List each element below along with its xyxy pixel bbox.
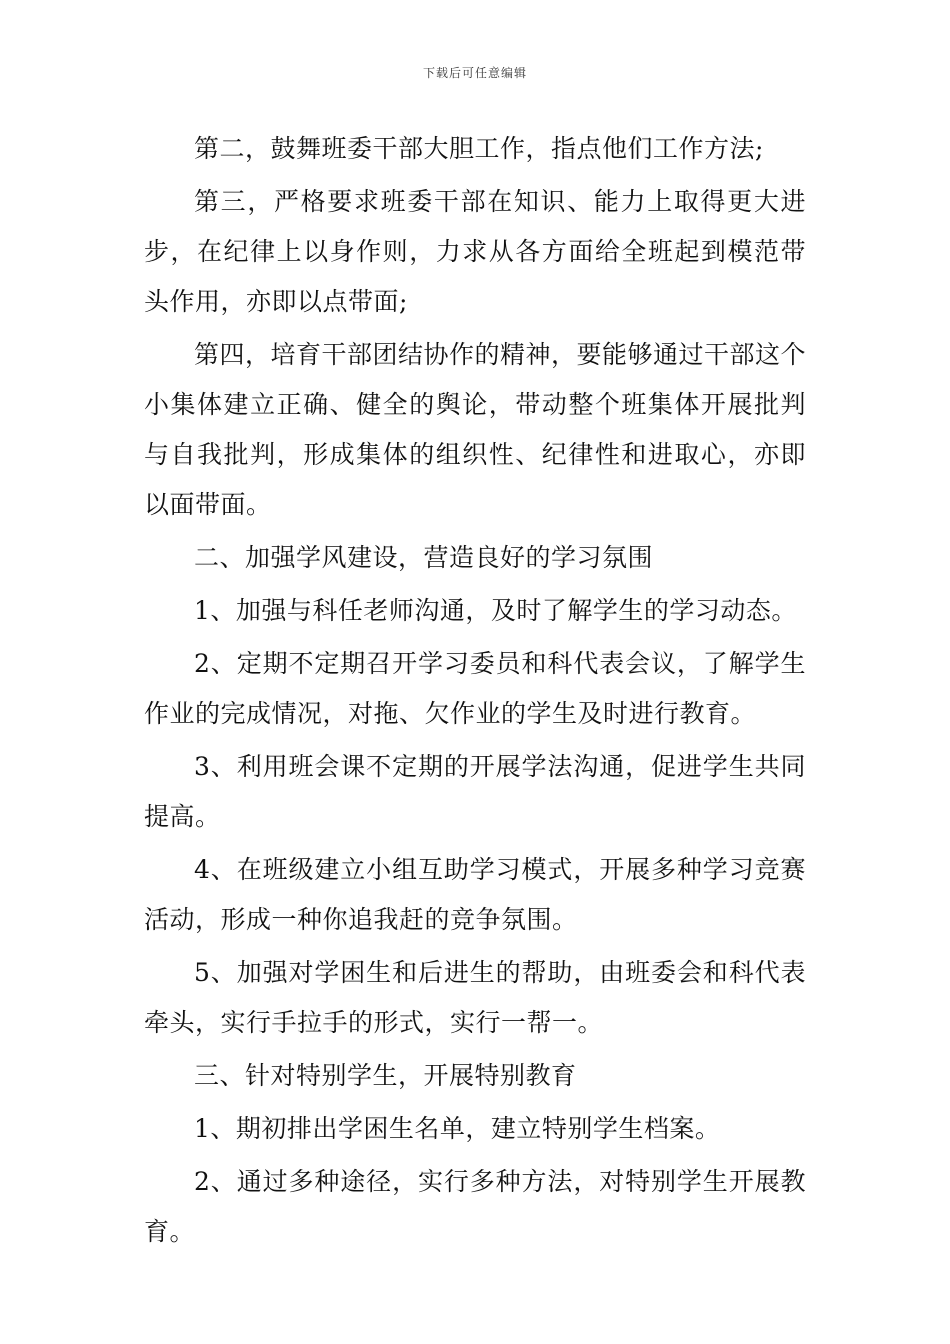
page-header-note: 下载后可任意编辑: [422, 66, 527, 80]
section-heading: 二、加强学风建设，营造良好的学习氛围: [194, 543, 654, 572]
list-item: 3、利用班会课不定期的开展学法沟通，促进学生共同提高。: [144, 752, 806, 831]
paragraph: 第三，严格要求班委干部在知识、能力上取得更大进步，在纪律上以身作则，力求从各方面给全班起到模范带头作用，亦即以点带面;: [144, 187, 806, 316]
paragraph: 第四，培育干部团结协作的精神，要能够通过干部这个小集体建立正确、健全的舆论，带动整个班集体开展批判与自我批判，形成集体的组织性、纪律性和进取心，亦即以面带面。: [144, 340, 807, 519]
section-heading: 三、针对特别学生，开展特别教育: [194, 1061, 577, 1090]
document-body: [144, 124, 806, 1260]
paragraph: 第二，鼓舞班委干部大胆工作，指点他们工作方法;: [194, 134, 764, 163]
list-item: 2、通过多种途径，实行多种方法，对特别学生开展教育。: [144, 1167, 806, 1246]
list-item: 2、定期不定期召开学习委员和科代表会议，了解学生作业的完成情况，对拖、欠作业的学生及时进行教育。: [144, 649, 806, 728]
list-item: 4、在班级建立小组互助学习模式，开展多种学习竞赛活动，形成一种你追我赶的竞争氛围。: [144, 855, 806, 934]
list-item: 1、期初排出学困生名单，建立特别学生档案。: [194, 1114, 721, 1143]
list-item: 1、加强与科任老师沟通，及时了解学生的学习动态。: [194, 596, 797, 625]
list-item: 5、加强对学困生和后进生的帮助，由班委会和科代表牵头，实行手拉手的形式，实行一帮一。: [144, 958, 806, 1037]
